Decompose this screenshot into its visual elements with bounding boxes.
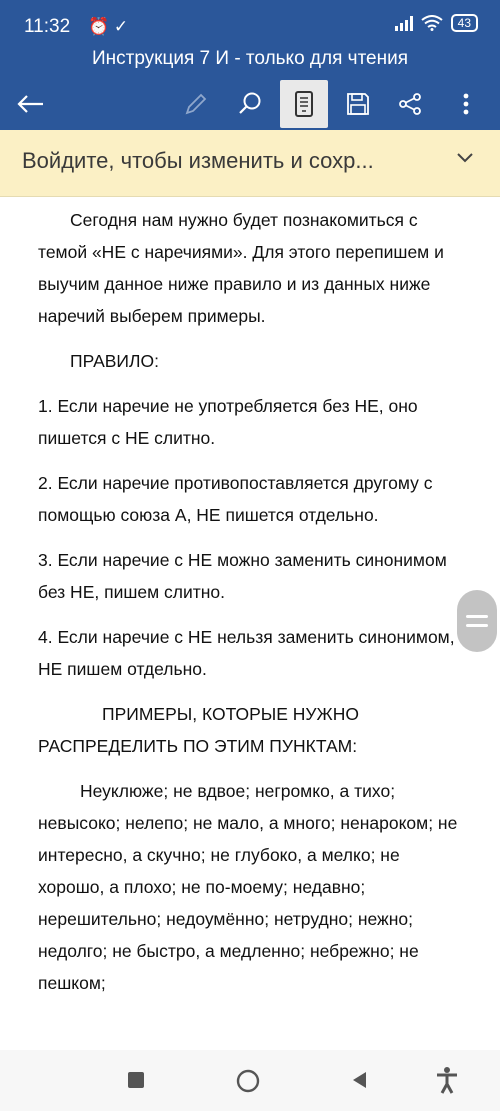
signal-icon <box>395 15 413 31</box>
sign-in-banner[interactable] <box>0 130 500 197</box>
save-button[interactable] <box>338 84 378 124</box>
back-button[interactable] <box>10 84 50 124</box>
accessibility-icon[interactable] <box>434 1066 460 1094</box>
system-nav-bar <box>0 1050 500 1111</box>
intro-paragraph: Сегодня нам нужно будет познакомиться с темой «НЕ с наречиями». Для этого перепишем и выучим данное ниже правило и из данных ниже наречий выберем примеры. <box>38 210 444 326</box>
document-title: Инструкция 7 И - только для чтения <box>0 44 500 78</box>
pencil-icon <box>183 91 209 117</box>
rule-4: 4. Если наречие с НЕ нельзя заменить синонимом, НЕ пишем отдельно. <box>38 627 455 679</box>
recent-apps-icon[interactable] <box>127 1071 145 1089</box>
rule-2: 2. Если наречие противопоставляется другому с помощью союза А, НЕ пишется отдельно. <box>38 473 433 525</box>
examples-heading: ПРИМЕРЫ, КОТОРЫЕ НУЖНО РАСПРЕДЕЛИТЬ ПО ЭТИМ ПУНКТАМ: <box>38 704 359 756</box>
examples-paragraph: Неуклюже; не вдвое; негромко, а тихо; невысоко; нелепо; не мало, а много; ненароком; не интересно, а скучно; не глубоко, а мелко; не хорошо, а плохо; не по-моему; недавно; нерешительно; недоумённо; нетрудно; нежно; недолго; не быстро, а медленно; небрежно; не пешком; <box>38 781 458 993</box>
chevron-down-icon[interactable] <box>456 152 474 164</box>
toolbar <box>0 78 500 130</box>
alarm-check-icons: ⏰ ✓ <box>88 17 129 36</box>
home-icon[interactable] <box>236 1069 260 1093</box>
reading-view-button[interactable] <box>280 80 328 128</box>
search-button[interactable] <box>230 84 270 124</box>
more-options-button[interactable] <box>446 84 486 124</box>
back-arrow-icon <box>16 94 44 114</box>
edit-button[interactable] <box>176 84 216 124</box>
search-icon <box>237 91 263 117</box>
rule-1: 1. Если наречие не употребляется без НЕ, оно пишется с НЕ слитно. <box>38 396 418 448</box>
status-time: 11:32 <box>24 16 71 37</box>
more-vertical-icon <box>462 92 470 116</box>
save-icon <box>346 92 370 116</box>
rule-3: 3. Если наречие с НЕ можно заменить синонимом без НЕ, пишем слитно. <box>38 550 447 602</box>
rule-heading: ПРАВИЛО: <box>70 351 159 371</box>
mobile-view-icon <box>293 90 315 118</box>
back-nav-icon[interactable] <box>350 1070 368 1090</box>
document-body <box>38 204 458 999</box>
battery-indicator: 43 <box>451 14 478 32</box>
status-right <box>395 14 478 32</box>
share-icon <box>398 92 422 116</box>
share-button[interactable] <box>390 84 430 124</box>
sign-in-banner-text: Войдите, чтобы изменить и сохр... <box>22 148 374 173</box>
wifi-icon <box>421 15 443 31</box>
scroll-handle[interactable] <box>457 590 497 652</box>
